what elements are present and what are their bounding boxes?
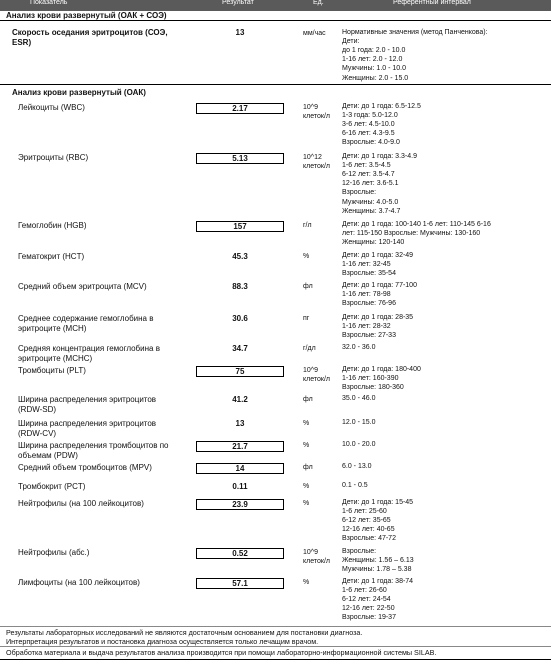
result-value: 34.7 [232, 344, 248, 353]
row-unit: 10^12 [303, 154, 322, 161]
row-ref-line: 1-16 лет: 78-98 [342, 291, 391, 299]
footer-line-3: Обработка материала и выдача результатов анализа производится при помощи лабораторно-информационной системы SILAB. [6, 648, 437, 657]
row-name: Средняя концентрация гемоглобина в [18, 344, 160, 353]
row-ref-line: 1-16 лет: 160-390 [342, 375, 399, 383]
row-ref-line: Взрослые: 35-54 [342, 270, 396, 278]
result-value: 13 [235, 419, 245, 428]
footer-line-1: Результаты лабораторных исследований не являются достаточным основанием для постановки диагноза. [6, 628, 363, 637]
esr-ref-line: до 1 года: 2.0 - 10.0 [342, 47, 406, 55]
row-name: эритроците (MCH) [18, 324, 87, 333]
row-unit: % [303, 442, 310, 449]
flagged-result-value: 0.52 [196, 548, 284, 559]
flagged-result-value: 75 [196, 366, 284, 377]
row-unit: клеток/л [303, 163, 330, 170]
row-ref-line: 32.0 - 36.0 [342, 344, 376, 351]
row-name: Эритроциты (RBC) [18, 153, 89, 162]
esr-name-line2: ESR) [12, 38, 32, 47]
row-ref-line: 6-12 лет: 35-65 [342, 517, 391, 525]
result-value: 45.3 [232, 252, 248, 261]
row-unit: % [303, 483, 310, 490]
row-unit: фл [303, 283, 313, 290]
row-ref-line: 0.1 - 0.5 [342, 482, 368, 489]
row-name: Ширина распределения тромбоцитов по [18, 441, 169, 450]
row-ref-line: 12.0 - 15.0 [342, 419, 376, 426]
row-ref-line: 6-12 лет: 3.5-4.7 [342, 171, 395, 179]
row-ref-line: 1-16 лет: 32-45 [342, 261, 391, 269]
bottom-divider [0, 659, 551, 660]
row-unit: клеток/л [303, 558, 330, 565]
header-indicator: Показатель [30, 0, 68, 6]
row-ref-line: Взрослые: 76-96 [342, 300, 396, 308]
row-ref-line: лет: 115-150 Взрослые: Мужчины: 130-160 [342, 230, 481, 238]
esr-name-line1: Скорость оседания эритроцитов (СОЭ, [12, 28, 168, 37]
row-ref-line: Взрослые: 47-72 [342, 535, 396, 543]
row-name: объемам (PDW) [18, 451, 78, 460]
row-ref-line: 12-16 лет: 22-50 [342, 605, 395, 613]
esr-unit: мм/час [303, 30, 326, 37]
row-ref-line: Мужчины: 1.78 – 5.38 [342, 566, 412, 574]
row-name: Гематокрит (HCT) [18, 252, 85, 261]
row-name: Ширина распределения эритроцитов [18, 419, 157, 428]
row-name: Нейтрофилы (на 100 лейкоцитов) [18, 499, 144, 508]
header-ref: Референтный интервал [393, 0, 471, 6]
row-ref-line: 1-6 лет: 3.5-4.5 [342, 162, 391, 170]
row-ref-line: Взрослые: 4.0-9.0 [342, 139, 400, 147]
row-unit: % [303, 579, 310, 586]
result-value: 88.3 [232, 282, 248, 291]
row-ref-line: Дети: до 1 года: 6.5-12.5 [342, 103, 421, 110]
row-unit: 10^9 [303, 549, 318, 556]
row-ref-line: Мужчины: 4.0-5.0 [342, 198, 399, 206]
row-ref-line: 6-16 лет: 4.3-9.5 [342, 130, 395, 138]
row-ref-line: 1-6 лет: 25-60 [342, 508, 387, 516]
esr-ref-line: Нормативные значения (метод Панченкова): [342, 29, 488, 36]
row-ref-line: Взрослые: [342, 189, 377, 197]
row-ref-line: Дети: до 1 года: 38-74 [342, 578, 414, 585]
row-name: Среднее содержание гемоглобина в [18, 314, 154, 323]
row-name: (RDW-SD) [18, 405, 57, 414]
esr-ref-line: Женщины: 2.0 - 15.0 [342, 74, 409, 82]
row-ref-line: 10.0 - 20.0 [342, 441, 376, 448]
row-ref-line: Женщины: 120-140 [342, 239, 405, 247]
row-unit: % [303, 253, 310, 260]
flagged-result-value: 2.17 [196, 103, 284, 114]
row-name: Тромбоциты (PLT) [18, 366, 86, 375]
row-ref-line: 6.0 - 13.0 [342, 463, 372, 470]
row-ref-line: Взрослые: 27-33 [342, 332, 396, 340]
row-ref-line: 12-16 лет: 3.6-5.1 [342, 180, 399, 188]
row-ref-line: Женщины: 3.7-4.7 [342, 207, 401, 215]
flagged-result-value: 5.13 [196, 153, 284, 164]
row-ref-line: Взрослые: 180-360 [342, 384, 404, 392]
row-name: Гемоглобин (HGB) [18, 221, 87, 230]
row-name: Лейкоциты (WBC) [18, 103, 85, 112]
table-header [0, 0, 551, 11]
esr-value: 13 [235, 28, 245, 37]
footer-line-2: Интерпретация результатов и постановка диагноза осуществляется только лечащим врачом. [6, 637, 319, 646]
header-unit: Ед. [313, 0, 324, 6]
footer-divider-2 [0, 646, 551, 647]
row-ref-line: 1-16 лет: 28-32 [342, 323, 391, 331]
row-unit: клеток/л [303, 113, 330, 120]
result-value: 41.2 [232, 395, 248, 404]
header-result: Результат [222, 0, 254, 6]
row-name: Лимфоциты (на 100 лейкоцитов) [18, 578, 140, 587]
row-unit: клеток/л [303, 376, 330, 383]
row-ref-line: Дети: до 1 года: 77-100 [342, 282, 417, 289]
esr-ref-line: Мужчины: 1.0 - 10.0 [342, 65, 407, 73]
title-divider [0, 20, 551, 21]
row-name: эритроците (MCHC) [18, 354, 93, 363]
row-unit: фл [303, 396, 313, 403]
row-unit: г/л [303, 222, 312, 229]
section-title: Анализ крови развернутый (ОАК) [12, 88, 146, 97]
footer-divider [0, 626, 551, 627]
result-value: 30.6 [232, 314, 248, 323]
esr-ref-line: 1-16 лет: 2.0 - 12.0 [342, 56, 403, 64]
row-name: Ширина распределения эритроцитов [18, 395, 157, 404]
row-ref-line: Дети: до 1 года: 100-140 1-6 лет: 110-145 6-16 [342, 221, 491, 228]
row-ref-line: Взрослые: 19-37 [342, 614, 396, 622]
row-unit: г/дл [303, 345, 316, 352]
result-value: 0.11 [232, 482, 248, 491]
row-ref-line: Дети: до 1 года: 32-49 [342, 252, 414, 259]
row-unit: 10^9 [303, 104, 318, 111]
row-name: Средний объем тромбоцитов (MPV) [18, 463, 152, 472]
row-ref-line: Дети: до 1 года: 15-45 [342, 499, 414, 506]
row-ref-line: Женщины: 1.56 – 6.13 [342, 557, 414, 565]
row-unit: фл [303, 464, 313, 471]
flagged-result-value: 14 [196, 463, 284, 474]
row-ref-line: 1-3 года: 5.0-12.0 [342, 112, 398, 120]
row-ref-line: 6-12 лет: 24-54 [342, 596, 391, 604]
row-ref-line: 1-6 лет: 26-60 [342, 587, 387, 595]
row-unit: % [303, 420, 310, 427]
row-ref-line: 3-6 лет: 4.5-10.0 [342, 121, 395, 129]
row-ref-line: Взрослые: [342, 548, 377, 555]
esr-ref-line: Дети: [342, 38, 360, 46]
row-unit: 10^9 [303, 367, 318, 374]
row-name: Нейтрофилы (абс.) [18, 548, 90, 557]
row-unit: пг [303, 315, 310, 322]
flagged-result-value: 157 [196, 221, 284, 232]
row-ref-line: Дети: до 1 года: 3.3-4.9 [342, 153, 417, 160]
flagged-result-value: 23.9 [196, 499, 284, 510]
row-name: Средний объем эритроцита (MCV) [18, 282, 147, 291]
row-ref-line: Дети: до 1 года: 180-400 [342, 366, 421, 373]
flagged-result-value: 57.1 [196, 578, 284, 589]
row-name: Тромбокрит (PCT) [18, 482, 86, 491]
row-ref-line: 12-16 лет: 40-65 [342, 526, 395, 534]
report-title: Анализ крови развернутый (ОАК + СОЭ) [6, 11, 167, 20]
row-ref-line: Дети: до 1 года: 28-35 [342, 314, 414, 321]
flagged-result-value: 21.7 [196, 441, 284, 452]
row-unit: % [303, 500, 310, 507]
section-divider [0, 84, 551, 85]
row-ref-line: 35.0 - 46.0 [342, 395, 376, 402]
row-name: (RDW-CV) [18, 429, 57, 438]
